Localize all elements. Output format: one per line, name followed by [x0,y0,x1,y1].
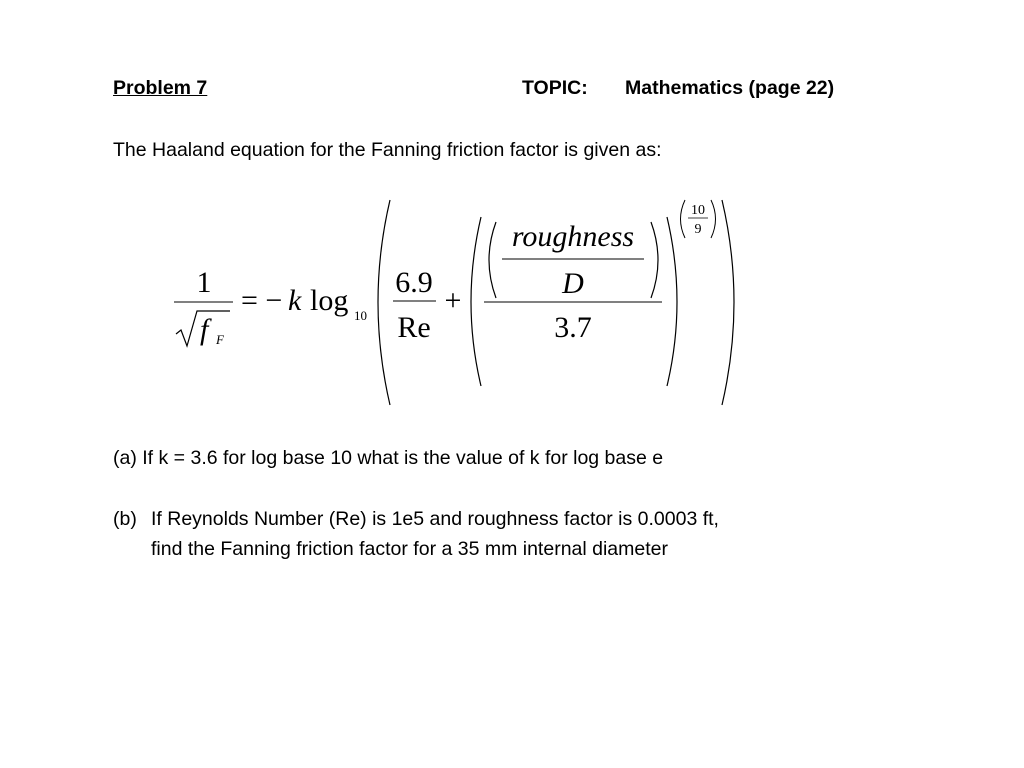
term1-numerator: 6.9 [395,266,433,299]
intro-text: The Haaland equation for the Fanning friction factor is given as: [113,139,662,161]
question-b-line2: find the Fanning friction factor for a 35 mm internal diameter [151,538,668,560]
mid-right-paren-icon [667,217,677,386]
plus-sign: + [444,284,462,317]
k-symbol: k [288,284,302,317]
exponent-numerator: 10 [691,203,705,218]
term1-denominator: Re [397,311,431,344]
topic-label: TOPIC: [522,77,588,99]
question-a: (a) If k = 3.6 for log base 10 what is the value of k for log base e [113,447,664,469]
log-symbol: log [310,284,349,317]
exponent-left-paren-icon [681,200,686,238]
outer-right-paren-icon [722,200,734,405]
outer-left-paren-icon [378,200,390,405]
topic-value: Mathematics (page 22) [625,77,835,99]
roughness-term: roughness [511,220,635,253]
inner-right-paren-icon [651,222,658,298]
question-b-line1: If Reynolds Number (Re) is 1e5 and roughness factor is 0.0003 ft, [151,508,719,530]
lhs-f-subscript: F [216,332,224,347]
problem-label: Problem 7 [113,77,208,99]
exponent-denominator: 9 [694,222,702,237]
lhs-numerator: 1 [196,266,212,299]
exponent-right-paren-icon [711,200,716,238]
lhs-f: f [200,313,209,346]
question-b-label: (b) [113,508,137,530]
term2-denominator: 3.7 [554,311,592,344]
sqrt-sign-icon [176,311,230,346]
diameter-D: D [562,267,584,300]
log-base: 10 [354,308,367,323]
inner-left-paren-icon [489,222,496,298]
equals-minus: = − [241,284,283,317]
mid-left-paren-icon [471,217,481,386]
